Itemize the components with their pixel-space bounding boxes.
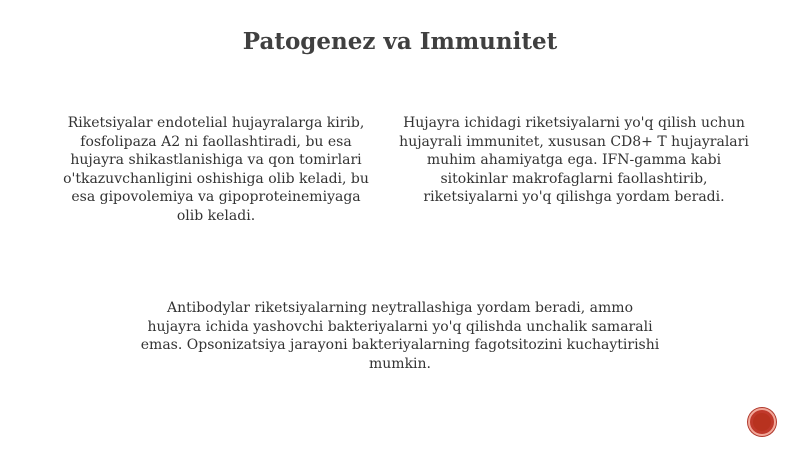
paragraph-cellular-immunity: Hujayra ichidagi riketsiyalarni yo'q qilish uchun hujayrali immunitet, xususan CD8+ T hujayralari muhim ahamiyatga ega. IFN-gamma kabi sitokinlar makrofaglarni faollashtirib, riketsiyalarni yo'q qilishga yordam beradi.: [399, 115, 749, 205]
red-circle-button-icon[interactable]: [748, 408, 776, 436]
button-inner-circle: [753, 413, 771, 431]
paragraph-pathogenesis: Riketsiyalar endotelial hujayralarga kirib, fosfolipaza A2 ni faollashtiradi, bu esa hujayra shikastlanishiga va qon tomirlari o'tkazuvchanligini oshishiga olib keladi, bu esa gipovolemiya va gipoproteinemiyaga olib keladi.: [63, 115, 369, 224]
paragraph-antibodies: Antibodylar riketsiyalarning neytrallashiga yordam beradi, ammo hujayra ichida yashovchi bakteriyalarni yo'q qilishda unchalik samarali emas. Opsonizatsiya jarayoni bakteriyalarning fagotsitozini kuchaytirishi mumkin.: [140, 300, 660, 372]
slide-title: Patogenez va Immunitet: [242, 28, 558, 55]
